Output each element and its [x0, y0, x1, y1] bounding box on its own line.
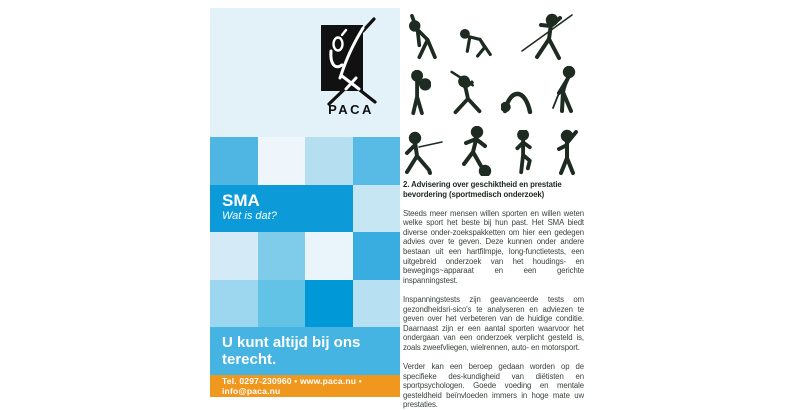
article — [403, 180, 584, 410]
cover-title: SMA — [222, 190, 260, 210]
mosaic-cell — [353, 137, 401, 185]
contact-text: Tel. 0297-230960 • www.paca.nu • info@paca.nu — [222, 375, 362, 396]
mosaic-cell — [210, 137, 258, 185]
cover-subtitle: Wat is dat? — [222, 209, 277, 222]
tagline-band — [210, 327, 400, 375]
mosaic-cell — [353, 232, 401, 280]
contact-band — [210, 375, 400, 397]
mosaic-cell — [258, 280, 306, 328]
inner-page — [403, 8, 610, 410]
mosaic-cell — [258, 137, 306, 185]
paca-logo — [316, 16, 386, 134]
body-paragraph: Verder kan een beroep gedaan worden op de specifieke des-kundigheid van diëtisten en sportpsychologen. Goede voeding en mentale gesteldheid beïnvloeden immers in hoge mate uw prestaties. — [403, 362, 584, 410]
silhouette-backbend-icon — [501, 86, 533, 114]
silhouette-stretch-icon — [406, 14, 440, 60]
silhouette-golf-icon — [550, 66, 582, 114]
article-paragraphs — [403, 209, 584, 410]
cover-title-block — [210, 185, 353, 233]
silhouette-baseball-batter-icon — [447, 70, 487, 116]
silhouette-boxing-icon — [551, 128, 581, 176]
silhouette-soccer-kick-icon — [513, 130, 537, 176]
body-paragraph: Steeds meer mensen willen sporten en willen weten welke sport het beste bij hun past. Het SMA biedt diverse onder-zoekspakketten om hier een gedegen advies over te geven. Deze kunnen onder andere bestaan uit een hartfilmpje, long-functietests, een uitgebreid onderzoek van het houdings- en bewegings~apparaat en een gerichte inspanningstest. — [403, 208, 584, 285]
mosaic-cell — [353, 185, 401, 233]
sport-silhouettes-gallery — [403, 8, 610, 180]
silhouette-javelin-icon — [513, 10, 581, 64]
silhouette-sprint-start-icon — [453, 22, 499, 60]
mosaic-pattern — [210, 137, 400, 327]
body-paragraph: Inspanningstests zijn geavanceerde tests om gezondheidsri-sico's te analyseren en adviezen te geven over het verbeteren van de huidige conditie. Daarnaast zijn er een aantal sporten waarvoor het ondergaan van een onderzoek verplicht gesteld is, zoals zweefvliegen, wielrennen, auto- en motorsport. — [403, 294, 584, 352]
mosaic-cell — [210, 232, 258, 280]
tagline-text: U kunt altijd bij ons terecht. — [222, 334, 361, 368]
mosaic-cell — [210, 280, 258, 328]
paca-wordmark: PACA — [328, 102, 374, 117]
brochure-cover — [210, 8, 400, 396]
article-heading: 2. Advisering over geschiktheid en prestatie bevordering (sportmedisch onderzoek) — [403, 180, 562, 199]
mosaic-cell — [305, 232, 353, 280]
mosaic-cell — [305, 280, 353, 328]
silhouette-soccer-dribble-icon — [457, 126, 493, 176]
paca-figure-icon — [316, 16, 383, 108]
silhouette-basketball-icon — [407, 70, 431, 116]
mosaic-cell — [258, 232, 306, 280]
mosaic-cell — [305, 137, 353, 185]
mosaic-cell — [353, 280, 401, 328]
silhouette-fencing-icon — [403, 128, 443, 176]
cover-top-area — [210, 8, 400, 137]
